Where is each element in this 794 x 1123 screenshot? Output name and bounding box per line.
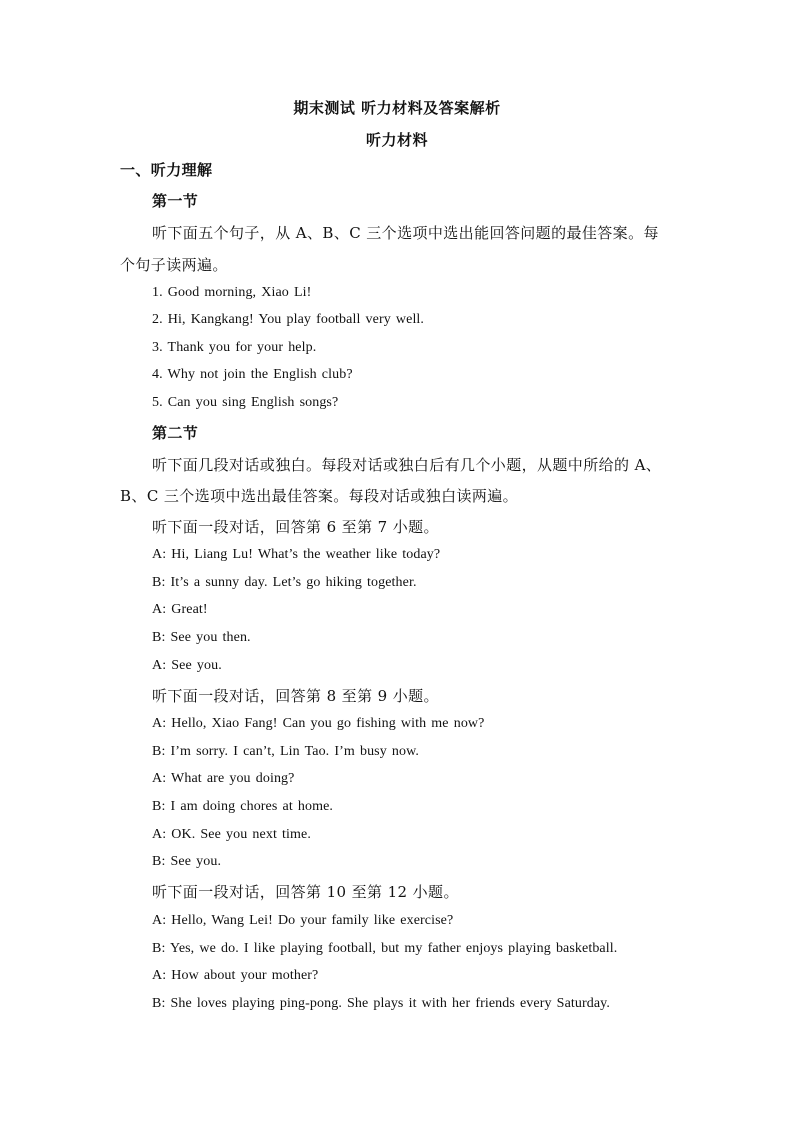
document-title: 期末测试 听力材料及答案解析 <box>293 99 501 117</box>
dialog-line: B: See you. <box>152 854 222 869</box>
dialog-line: A: How about your mother? <box>152 968 319 983</box>
dialog-line: B: I am doing chores at home. <box>152 799 334 814</box>
part1-instruction-line2: 个句子读两遍。 <box>120 256 228 274</box>
dialog-line: B: It’s a sunny day. Let’s go hiking together. <box>152 575 417 590</box>
dialog-line: A: Hello, Xiao Fang! Can you go fishing with me now? <box>152 716 485 731</box>
sentence-item: 2. Hi, Kangkang! You play football very well. <box>152 312 425 327</box>
sentence-item: 1. Good morning, Xiao Li! <box>152 285 312 300</box>
dialog-line: A: Hi, Liang Lu! What’s the weather like today? <box>152 547 441 562</box>
dialog-line: B: I’m sorry. I can’t, Lin Tao. I’m busy now. <box>152 744 420 759</box>
section-heading: 一、听力理解 <box>120 161 213 179</box>
dialog-line: A: See you. <box>152 658 222 673</box>
dialog-line: A: What are you doing? <box>152 771 295 786</box>
sentence-item: 5. Can you sing English songs? <box>152 395 339 410</box>
dialog-line: B: She loves playing ping-pong. She plays it with her friends every Saturday. <box>152 996 610 1011</box>
dialog-line: A: Great! <box>152 602 208 617</box>
dialog-intro: 听下面一段对话，回答第 8 至第 9 小题。 <box>152 687 439 705</box>
part2-instruction-line2: B、C 三个选项中选出最佳答案。每段对话或独白读两遍。 <box>120 487 519 505</box>
dialog-line: A: Hello, Wang Lei! Do your family like exercise? <box>152 913 454 928</box>
dialog-line: B: Yes, we do. I like playing football, but my father enjoys playing basketball. <box>152 941 618 956</box>
dialog-line: A: OK. See you next time. <box>152 827 311 842</box>
document-subtitle: 听力材料 <box>365 131 428 149</box>
sentence-item: 3. Thank you for your help. <box>152 340 317 355</box>
part2-heading: 第二节 <box>152 424 199 442</box>
dialog-line: B: See you then. <box>152 630 251 645</box>
sentence-item: 4. Why not join the English club? <box>152 367 353 382</box>
part2-instruction-line1: 听下面几段对话或独白。每段对话或独白后有几个小题，从题中所给的 A、 <box>152 456 662 474</box>
dialog-intro: 听下面一段对话，回答第 10 至第 12 小题。 <box>152 883 459 901</box>
part1-heading: 第一节 <box>152 192 199 210</box>
part1-instruction-line1: 听下面五个句子，从 A、B、C 三个选项中选出能回答问题的最佳答案。每 <box>152 224 659 242</box>
dialog-intro: 听下面一段对话，回答第 6 至第 7 小题。 <box>152 518 439 536</box>
